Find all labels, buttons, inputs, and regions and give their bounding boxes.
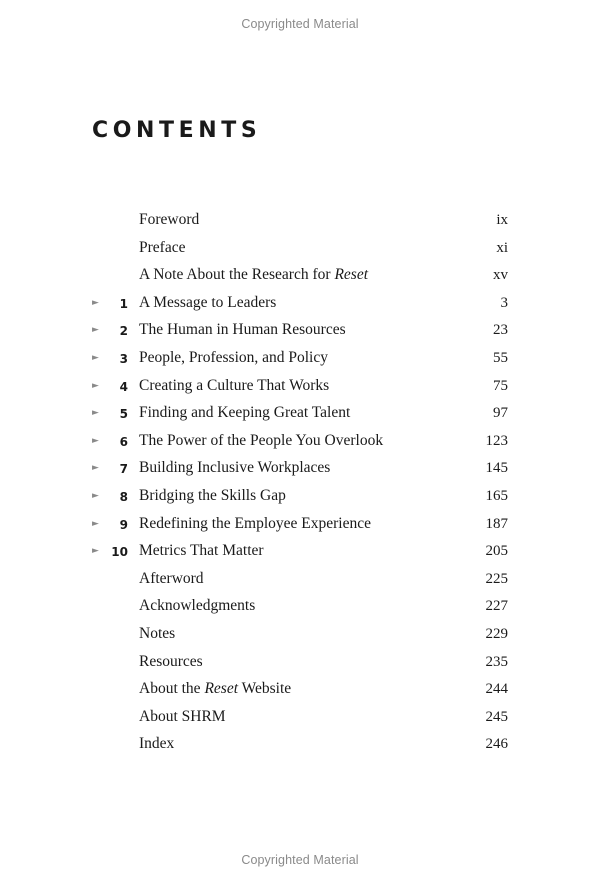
toc-chapter-number: 9 — [119, 517, 128, 532]
toc-entry-title: Index — [139, 735, 175, 753]
toc-entry-title: Creating a Culture That Works — [139, 376, 330, 394]
toc-entry-notes[interactable] — [0, 622, 600, 650]
toc-entry-page: ix — [496, 212, 508, 228]
toc-entry-title: The Human in Human Resources — [139, 321, 346, 339]
toc-chapter-8[interactable] — [0, 484, 600, 512]
toc-entry-title: Afterword — [139, 569, 204, 587]
toc-chapter-number: 5 — [119, 407, 128, 422]
toc-entry-index[interactable] — [0, 732, 600, 760]
toc-entry-page: 165 — [485, 487, 508, 504]
toc-entry-page: 75 — [493, 377, 508, 394]
toc-entry-title: People, Profession, and Policy — [139, 348, 328, 366]
copyright-watermark-bottom: Copyrighted Material — [241, 853, 359, 867]
triangle-right-icon: ► — [92, 435, 99, 446]
toc-chapter-number: 10 — [111, 545, 128, 560]
toc-entry-page: 235 — [485, 653, 508, 670]
toc-entry-title-text-after: Website — [238, 680, 292, 698]
triangle-right-icon: ► — [92, 518, 99, 529]
toc-chapter-number: 4 — [119, 379, 128, 394]
toc-chapter-number: 8 — [119, 489, 128, 504]
toc-chapter-number: 1 — [119, 296, 128, 311]
toc-entry-page: 244 — [485, 681, 508, 698]
toc-entry-title: Foreword — [139, 211, 200, 228]
toc-entry-page: 55 — [493, 349, 508, 366]
toc-entry-research-note[interactable] — [0, 263, 600, 291]
toc-entry-title: Acknowledgments — [139, 597, 256, 615]
toc-entry-title: A Message to Leaders — [139, 293, 277, 311]
toc-entry-page: 227 — [485, 598, 508, 615]
toc-entry-title — [139, 266, 368, 284]
toc-entry-afterword[interactable] — [0, 567, 600, 595]
toc-entry-title: Redefining the Employee Experience — [139, 514, 371, 532]
table-of-contents — [0, 208, 600, 760]
toc-entry-title-italic: Reset — [334, 266, 369, 284]
toc-entry-preface[interactable] — [0, 236, 600, 264]
toc-chapter-7[interactable] — [0, 456, 600, 484]
triangle-right-icon: ► — [92, 490, 99, 501]
toc-entry-title: Notes — [139, 624, 176, 642]
toc-entry-title: Finding and Keeping Great Talent — [139, 404, 351, 422]
toc-entry-page: 187 — [485, 515, 508, 532]
triangle-right-icon: ► — [92, 380, 99, 391]
toc-entry-about-website[interactable] — [0, 677, 600, 705]
toc-chapter-9[interactable] — [0, 512, 600, 540]
toc-entry-about-shrm[interactable] — [0, 705, 600, 733]
toc-entry-title-text: A Note About the Research for — [139, 266, 335, 284]
triangle-right-icon: ► — [92, 463, 99, 474]
toc-chapter-number: 7 — [119, 462, 128, 477]
toc-entry-title: Building Inclusive Workplaces — [139, 459, 331, 477]
contents-heading: CONTENTS — [92, 118, 262, 143]
toc-chapter-3[interactable] — [0, 346, 600, 374]
toc-entry-page: 225 — [485, 570, 508, 587]
toc-chapter-number: 3 — [119, 351, 128, 366]
toc-entry-title: Preface — [139, 238, 186, 256]
triangle-right-icon: ► — [92, 408, 99, 419]
toc-entry-title: Metrics That Matter — [139, 542, 264, 560]
toc-entry-page: 23 — [493, 322, 508, 339]
toc-entry-page: 245 — [485, 708, 508, 725]
toc-entry-title: Bridging the Skills Gap — [139, 486, 286, 504]
toc-entry-title-text: About the — [139, 680, 205, 698]
toc-entry-page: xv — [493, 267, 508, 284]
toc-entry-title: The Power of the People You Overlook — [139, 431, 384, 449]
toc-entry-page: 205 — [485, 543, 508, 560]
triangle-right-icon: ► — [92, 352, 99, 363]
toc-chapter-10[interactable] — [0, 539, 600, 567]
copyright-watermark-top: Copyrighted Material — [241, 17, 359, 31]
toc-entry-acknowledgments[interactable] — [0, 594, 600, 622]
toc-entry-title-italic: Reset — [204, 680, 239, 698]
toc-entry-title — [139, 680, 291, 698]
toc-chapter-1[interactable] — [0, 291, 600, 319]
toc-chapter-number: 6 — [119, 434, 128, 449]
toc-chapter-2[interactable] — [0, 318, 600, 346]
toc-entry-title: About SHRM — [139, 707, 226, 725]
toc-entry-page: xi — [496, 239, 508, 256]
toc-entry-page: 246 — [485, 736, 508, 753]
toc-entry-title: Resources — [139, 652, 203, 670]
toc-entry-page: 145 — [485, 460, 508, 477]
toc-entry-page: 123 — [485, 432, 508, 449]
triangle-right-icon: ► — [92, 297, 99, 308]
toc-entry-foreword[interactable] — [0, 208, 600, 236]
toc-entry-resources[interactable] — [0, 650, 600, 678]
toc-entry-page: 229 — [485, 625, 508, 642]
triangle-right-icon: ► — [92, 546, 99, 557]
toc-chapter-4[interactable] — [0, 374, 600, 402]
toc-entry-page: 3 — [500, 294, 508, 311]
toc-chapter-5[interactable] — [0, 401, 600, 429]
toc-chapter-6[interactable] — [0, 429, 600, 457]
toc-entry-page: 97 — [493, 405, 508, 422]
toc-chapter-number: 2 — [119, 324, 128, 339]
triangle-right-icon: ► — [92, 325, 99, 336]
